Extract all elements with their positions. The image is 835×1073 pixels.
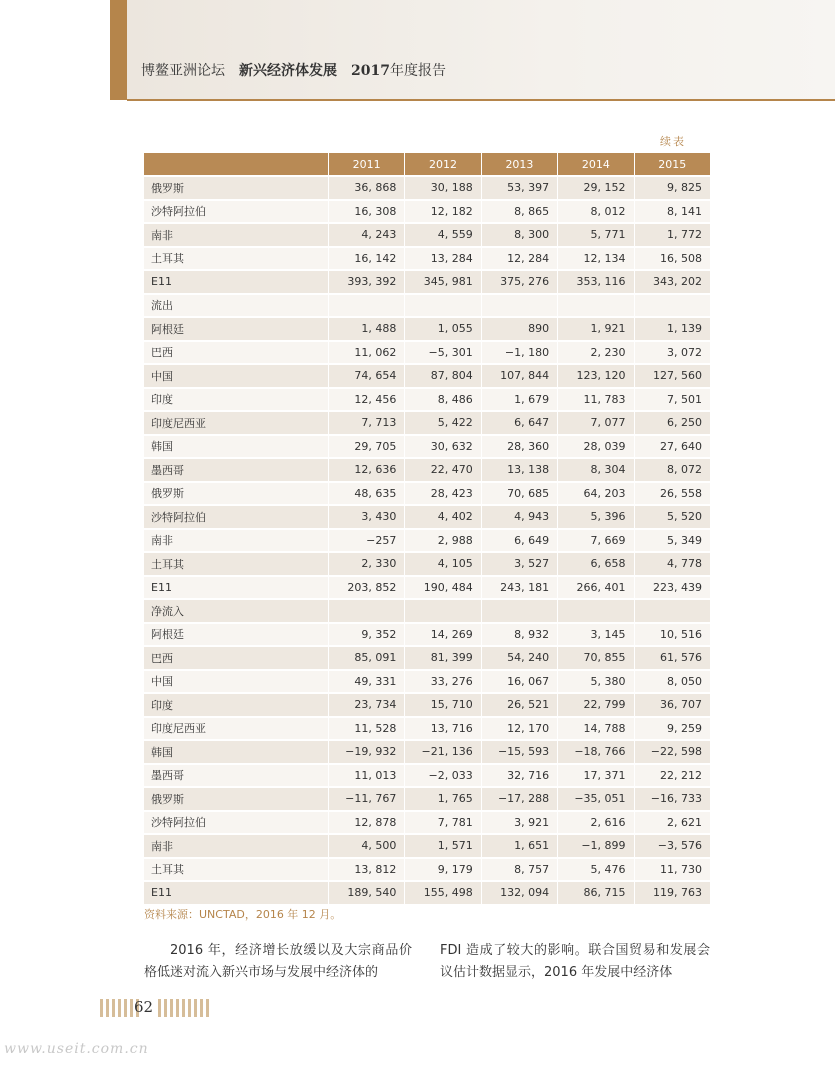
- table-cell: [557, 295, 633, 317]
- table-cell: 15, 710: [404, 694, 480, 716]
- table-row: [144, 647, 710, 669]
- table-cell: [328, 295, 404, 317]
- table-cell: 16, 142: [328, 248, 404, 270]
- table-cell: 243, 181: [481, 577, 557, 599]
- fdi-table: [144, 151, 710, 906]
- table-cell: [481, 295, 557, 317]
- table-cell: 6, 649: [481, 530, 557, 552]
- column-header-year: 2013: [481, 153, 557, 175]
- running-title: [141, 60, 446, 80]
- row-label: 土耳其: [144, 248, 328, 270]
- table-cell: −15, 593: [481, 741, 557, 763]
- row-label: 墨西哥: [144, 459, 328, 481]
- table-cell: 4, 105: [404, 553, 480, 575]
- table-row: [144, 694, 710, 716]
- table-cell: [634, 295, 710, 317]
- table-cell: 4, 500: [328, 835, 404, 857]
- table-cell: 375, 276: [481, 271, 557, 293]
- table-cell: 1, 139: [634, 318, 710, 340]
- column-header-year: 2014: [557, 153, 633, 175]
- table-cell: 29, 705: [328, 436, 404, 458]
- row-label: 俄罗斯: [144, 177, 328, 199]
- table-cell: 3, 527: [481, 553, 557, 575]
- table-cell: 11, 783: [557, 389, 633, 411]
- row-label: 土耳其: [144, 859, 328, 881]
- table-cell: 13, 284: [404, 248, 480, 270]
- table-cell: 8, 012: [557, 201, 633, 223]
- table-cell: −257: [328, 530, 404, 552]
- header-accent-bar: [110, 0, 127, 100]
- table-cell: 4, 402: [404, 506, 480, 528]
- table-cell: 33, 276: [404, 671, 480, 693]
- table-row: [144, 177, 710, 199]
- table-cell: 6, 658: [557, 553, 633, 575]
- table-cell: 61, 576: [634, 647, 710, 669]
- table-row: [144, 459, 710, 481]
- row-label: E11: [144, 577, 328, 599]
- table-cell: 132, 094: [481, 882, 557, 904]
- table-cell: [557, 600, 633, 622]
- row-label: 印度尼西亚: [144, 412, 328, 434]
- table-cell: 14, 788: [557, 718, 633, 740]
- table-cell: 5, 349: [634, 530, 710, 552]
- table-cell: 1, 679: [481, 389, 557, 411]
- table-cell: 2, 621: [634, 812, 710, 834]
- table-row: [144, 859, 710, 881]
- table-cell: 13, 812: [328, 859, 404, 881]
- table-row: [144, 318, 710, 340]
- table-cell: 10, 516: [634, 624, 710, 646]
- table-cell: 5, 422: [404, 412, 480, 434]
- table-cell: 81, 399: [404, 647, 480, 669]
- table-cell: −11, 767: [328, 788, 404, 810]
- table-cell: 87, 804: [404, 365, 480, 387]
- table-cell: 3, 430: [328, 506, 404, 528]
- table-cell: 7, 781: [404, 812, 480, 834]
- table-row: [144, 412, 710, 434]
- table-cell: 4, 559: [404, 224, 480, 246]
- row-label: 南非: [144, 224, 328, 246]
- row-label: 沙特阿拉伯: [144, 201, 328, 223]
- table-cell: 266, 401: [557, 577, 633, 599]
- table-cell: 9, 259: [634, 718, 710, 740]
- table-cell: [481, 600, 557, 622]
- table-row: [144, 624, 710, 646]
- table-cell: 223, 439: [634, 577, 710, 599]
- table-cell: 70, 855: [557, 647, 633, 669]
- row-label: 俄罗斯: [144, 483, 328, 505]
- table-cell: 8, 141: [634, 201, 710, 223]
- table-row: [144, 295, 710, 317]
- table-cell: 190, 484: [404, 577, 480, 599]
- body-text-right: FDI 造成了较大的影响。联合国贸易和发展会议估计数据显示，2016 年发展中经济体: [440, 943, 710, 980]
- table-row: [144, 835, 710, 857]
- table-cell: −19, 932: [328, 741, 404, 763]
- row-label: 墨西哥: [144, 765, 328, 787]
- table-cell: 5, 520: [634, 506, 710, 528]
- row-label: 中国: [144, 671, 328, 693]
- report-name: 年度报告: [389, 63, 446, 79]
- row-label: 沙特阿拉伯: [144, 812, 328, 834]
- table-cell: 4, 943: [481, 506, 557, 528]
- row-label: 印度: [144, 694, 328, 716]
- table-cell: 32, 716: [481, 765, 557, 787]
- table-cell: 8, 300: [481, 224, 557, 246]
- row-label: E11: [144, 271, 328, 293]
- table-cell: 27, 640: [634, 436, 710, 458]
- table-cell: −16, 733: [634, 788, 710, 810]
- table-cell: 203, 852: [328, 577, 404, 599]
- header-rule: [127, 99, 835, 101]
- column-header-label: [144, 153, 328, 175]
- table-cell: 11, 528: [328, 718, 404, 740]
- table-cell: 30, 188: [404, 177, 480, 199]
- table-cell: 3, 145: [557, 624, 633, 646]
- row-label: 俄罗斯: [144, 788, 328, 810]
- table-cell: 26, 558: [634, 483, 710, 505]
- table-cell: 11, 013: [328, 765, 404, 787]
- table-cell: −3, 576: [634, 835, 710, 857]
- table-cell: [634, 600, 710, 622]
- watermark: www.useit.com.cn: [4, 1041, 149, 1057]
- table-cell: 393, 392: [328, 271, 404, 293]
- table-cell: 36, 868: [328, 177, 404, 199]
- table-cell: 9, 825: [634, 177, 710, 199]
- table-row: [144, 741, 710, 763]
- table-cell: −1, 899: [557, 835, 633, 857]
- table-cell: 16, 308: [328, 201, 404, 223]
- table-cell: 22, 470: [404, 459, 480, 481]
- table-cell: 48, 635: [328, 483, 404, 505]
- table-cell: −21, 136: [404, 741, 480, 763]
- table-cell: 12, 134: [557, 248, 633, 270]
- table-cell: 17, 371: [557, 765, 633, 787]
- table-cell: 29, 152: [557, 177, 633, 199]
- table-row: [144, 342, 710, 364]
- table-cell: 7, 077: [557, 412, 633, 434]
- row-label: E11: [144, 882, 328, 904]
- table-cell: 8, 072: [634, 459, 710, 481]
- row-label: 印度: [144, 389, 328, 411]
- table-cell: 1, 055: [404, 318, 480, 340]
- table-cell: 9, 179: [404, 859, 480, 881]
- table-cell: 5, 396: [557, 506, 633, 528]
- table-row: [144, 483, 710, 505]
- table-cell: [404, 600, 480, 622]
- table-cell: 4, 778: [634, 553, 710, 575]
- table-cell: 345, 981: [404, 271, 480, 293]
- table-cell: 5, 380: [557, 671, 633, 693]
- table-cell: 5, 771: [557, 224, 633, 246]
- table-row: [144, 365, 710, 387]
- table-cell: 30, 632: [404, 436, 480, 458]
- table-cell: 12, 636: [328, 459, 404, 481]
- row-label: 印度尼西亚: [144, 718, 328, 740]
- table-cell: 64, 203: [557, 483, 633, 505]
- row-label: 阿根廷: [144, 624, 328, 646]
- table-cell: 85, 091: [328, 647, 404, 669]
- column-header-year: 2011: [328, 153, 404, 175]
- table-cell: 6, 250: [634, 412, 710, 434]
- table-cell: [328, 600, 404, 622]
- table-cell: 5, 476: [557, 859, 633, 881]
- table-cell: 6, 647: [481, 412, 557, 434]
- table-cell: 8, 486: [404, 389, 480, 411]
- table-cell: 1, 765: [404, 788, 480, 810]
- table-cell: 70, 685: [481, 483, 557, 505]
- table-cell: 1, 772: [634, 224, 710, 246]
- table-cell: 12, 878: [328, 812, 404, 834]
- table-cell: −1, 180: [481, 342, 557, 364]
- table-cell: 1, 921: [557, 318, 633, 340]
- table-cell: 119, 763: [634, 882, 710, 904]
- table-cell: 890: [481, 318, 557, 340]
- table-cell: −22, 598: [634, 741, 710, 763]
- table-cell: 53, 397: [481, 177, 557, 199]
- table-cell: 8, 865: [481, 201, 557, 223]
- table-cell: 28, 423: [404, 483, 480, 505]
- source-note: 资料来源：UNCTAD，2016 年 12 月。: [144, 908, 342, 921]
- row-label: 巴西: [144, 647, 328, 669]
- column-header-year: 2012: [404, 153, 480, 175]
- table-cell: 8, 050: [634, 671, 710, 693]
- table-cell: 28, 360: [481, 436, 557, 458]
- table-cell: 11, 730: [634, 859, 710, 881]
- table-cell: 22, 212: [634, 765, 710, 787]
- row-label: 韩国: [144, 741, 328, 763]
- table-row: [144, 389, 710, 411]
- table-cell: 2, 616: [557, 812, 633, 834]
- table-cell: [404, 295, 480, 317]
- table-row: [144, 577, 710, 599]
- table-cell: 8, 757: [481, 859, 557, 881]
- table-cell: 107, 844: [481, 365, 557, 387]
- report-topic: 新兴经济体发展: [239, 63, 337, 79]
- table-cell: 49, 331: [328, 671, 404, 693]
- table-cell: 12, 182: [404, 201, 480, 223]
- page-number: 62: [134, 998, 154, 1016]
- table-row: [144, 553, 710, 575]
- table-cell: 7, 501: [634, 389, 710, 411]
- report-year: 2017: [351, 63, 390, 79]
- row-label: 韩国: [144, 436, 328, 458]
- row-label: 巴西: [144, 342, 328, 364]
- table-cell: 12, 284: [481, 248, 557, 270]
- table-cell: 4, 243: [328, 224, 404, 246]
- table-cell: 13, 716: [404, 718, 480, 740]
- row-label: 沙特阿拉伯: [144, 506, 328, 528]
- table-row: [144, 671, 710, 693]
- table-row: [144, 248, 710, 270]
- table-row: [144, 271, 710, 293]
- table-row: [144, 224, 710, 246]
- table-cell: 7, 669: [557, 530, 633, 552]
- row-label: 净流入: [144, 600, 328, 622]
- table-cell: 127, 560: [634, 365, 710, 387]
- table-cell: 1, 571: [404, 835, 480, 857]
- table-cell: 8, 932: [481, 624, 557, 646]
- table-cell: −18, 766: [557, 741, 633, 763]
- table-cell: 1, 651: [481, 835, 557, 857]
- table-cell: −35, 051: [557, 788, 633, 810]
- page-header: [127, 0, 835, 100]
- continued-label: 续表: [660, 135, 686, 148]
- table-row: [144, 201, 710, 223]
- table-row: [144, 436, 710, 458]
- table-row: [144, 812, 710, 834]
- table-cell: 3, 921: [481, 812, 557, 834]
- table-cell: 155, 498: [404, 882, 480, 904]
- row-label: 土耳其: [144, 553, 328, 575]
- table-cell: 28, 039: [557, 436, 633, 458]
- table-row: [144, 765, 710, 787]
- table-cell: 2, 230: [557, 342, 633, 364]
- table-row: [144, 788, 710, 810]
- table-cell: 16, 067: [481, 671, 557, 693]
- table-cell: 2, 988: [404, 530, 480, 552]
- table-cell: 123, 120: [557, 365, 633, 387]
- table-body: [144, 177, 710, 904]
- row-label: 流出: [144, 295, 328, 317]
- table-cell: 14, 269: [404, 624, 480, 646]
- table-cell: 12, 170: [481, 718, 557, 740]
- table-cell: 7, 713: [328, 412, 404, 434]
- table-cell: −2, 033: [404, 765, 480, 787]
- row-label: 阿根廷: [144, 318, 328, 340]
- table-cell: 189, 540: [328, 882, 404, 904]
- table-header-row: [144, 153, 710, 175]
- table-cell: 16, 508: [634, 248, 710, 270]
- row-label: 南非: [144, 530, 328, 552]
- row-label: 中国: [144, 365, 328, 387]
- table-row: [144, 882, 710, 904]
- footer-ornament-right: [158, 999, 209, 1017]
- table-cell: 3, 072: [634, 342, 710, 364]
- table-cell: 11, 062: [328, 342, 404, 364]
- table-cell: 22, 799: [557, 694, 633, 716]
- row-label: 南非: [144, 835, 328, 857]
- table-cell: 36, 707: [634, 694, 710, 716]
- table-cell: 8, 304: [557, 459, 633, 481]
- table-cell: 54, 240: [481, 647, 557, 669]
- table-cell: −17, 288: [481, 788, 557, 810]
- table-cell: 2, 330: [328, 553, 404, 575]
- table-cell: 9, 352: [328, 624, 404, 646]
- table-cell: 353, 116: [557, 271, 633, 293]
- column-header-year: 2015: [634, 153, 710, 175]
- table-cell: 26, 521: [481, 694, 557, 716]
- table-cell: 74, 654: [328, 365, 404, 387]
- table-cell: 23, 734: [328, 694, 404, 716]
- table-cell: 1, 488: [328, 318, 404, 340]
- body-text-left: 2016 年，经济增长放缓以及大宗商品价格低迷对流入新兴市场与发展中经济体的: [144, 943, 412, 980]
- table-cell: 13, 138: [481, 459, 557, 481]
- table-row: [144, 718, 710, 740]
- table-cell: 12, 456: [328, 389, 404, 411]
- table-row: [144, 600, 710, 622]
- forum-name: 博鳌亚洲论坛: [141, 63, 225, 79]
- table-row: [144, 530, 710, 552]
- table-row: [144, 506, 710, 528]
- table-cell: 86, 715: [557, 882, 633, 904]
- table-cell: −5, 301: [404, 342, 480, 364]
- table-cell: 343, 202: [634, 271, 710, 293]
